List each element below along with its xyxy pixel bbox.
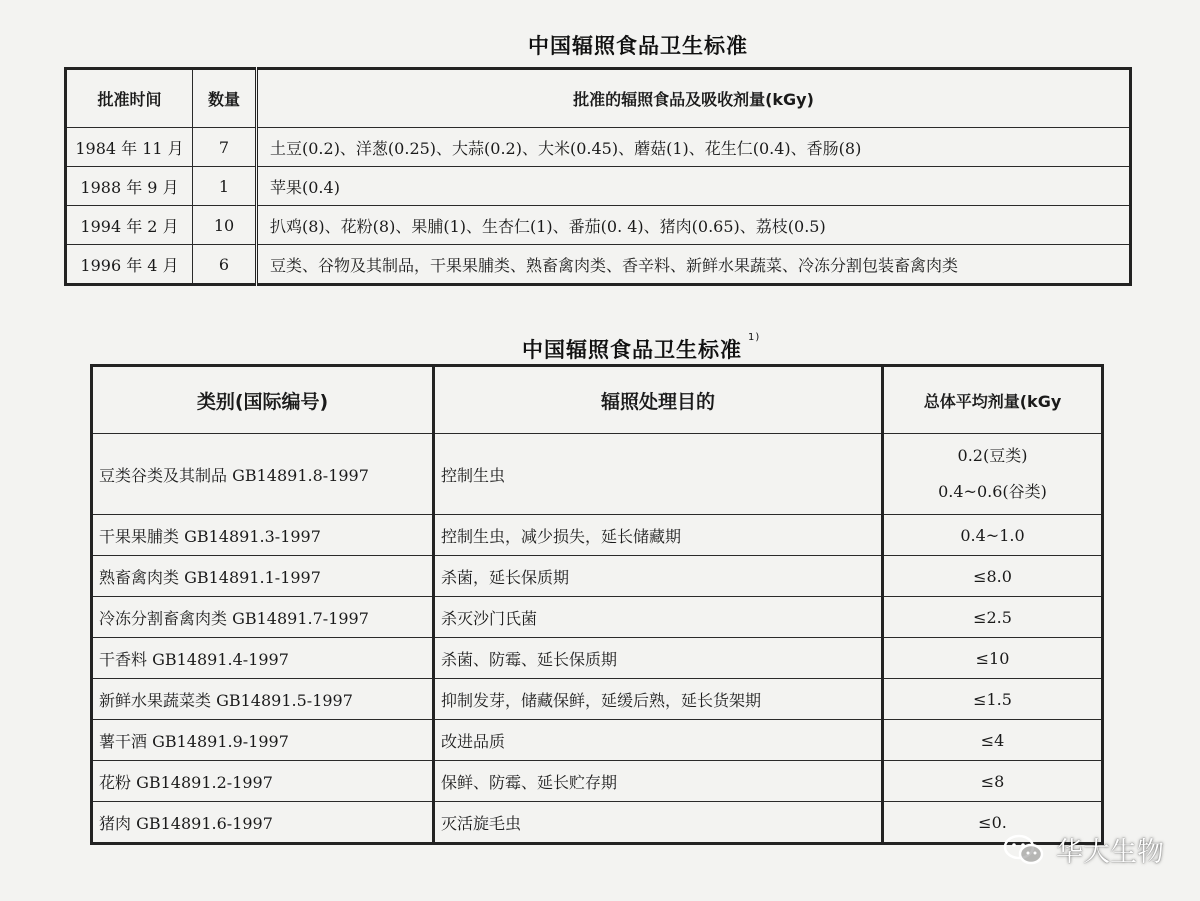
cell-category: 新鲜水果蔬菜类 GB14891.5-1997 [92,679,434,720]
table2-title [522,334,760,364]
cell-purpose: 杀菌，延长保质期 [434,556,883,597]
cell-dose [883,434,1103,515]
cell-date: 1994 年 2 月 [66,206,193,245]
cell-dose: ≤8.0 [883,556,1103,597]
header-category: 类别(国际编号) [92,366,434,434]
table-row [92,597,1103,638]
table-row [66,167,1131,206]
cell-category: 熟畜禽肉类 GB14891.1-1997 [92,556,434,597]
cell-purpose: 灭活旋毛虫 [434,802,883,844]
table-row [92,802,1103,844]
table-row [66,245,1131,285]
table-header-row [66,69,1131,128]
cell-date: 1984 年 11 月 [66,128,193,167]
cell-date: 1996 年 4 月 [66,245,193,285]
cell-purpose: 控制生虫，减少损失，延长储藏期 [434,515,883,556]
cell-purpose: 杀灭沙门氏菌 [434,597,883,638]
table-row [92,556,1103,597]
wechat-icon [1002,833,1046,867]
cell-dose: ≤10 [883,638,1103,679]
table-row [92,515,1103,556]
cell-foods: 苹果(0.4) [257,167,1131,206]
footnote-marker: 1) [748,332,761,343]
watermark-text: 华大生物 [1056,837,1164,868]
cell-category: 花粉 GB14891.2-1997 [92,761,434,802]
cell-purpose: 杀菌、防霉、延长保质期 [434,638,883,679]
table-header-row [92,366,1103,434]
header-foods-dose: 批准的辐照食品及吸收剂量(kGy) [257,69,1131,128]
cell-category: 干香料 GB14891.4-1997 [92,638,434,679]
cell-category: 薯干酒 GB14891.9-1997 [92,720,434,761]
cell-dose: ≤0. [883,802,1103,844]
cell-dose: ≤1.5 [883,679,1103,720]
cell-purpose: 保鲜、防霉、延长贮存期 [434,761,883,802]
header-count: 数量 [193,69,257,128]
table-row [92,638,1103,679]
table-row [92,720,1103,761]
table-row [92,761,1103,802]
cell-purpose: 改进品质 [434,720,883,761]
cell-category: 豆类谷类及其制品 GB14891.8-1997 [92,434,434,515]
table2-title-text: 中国辐照食品卫生标准 [522,338,742,362]
table-row [92,679,1103,720]
cell-count: 6 [193,245,257,285]
cell-count: 1 [193,167,257,206]
standards-table [90,364,1104,845]
cell-category: 猪肉 GB14891.6-1997 [92,802,434,844]
cell-dose: 0.4~1.0 [883,515,1103,556]
header-dose: 总体平均剂量(kGy [883,366,1103,434]
dose-line: 0.2(豆类) [957,446,1028,465]
cell-purpose: 控制生虫 [434,434,883,515]
cell-foods: 豆类、谷物及其制品，干果果脯类、熟畜禽肉类、香辛料、新鲜水果蔬菜、冷冻分割包装畜禽肉类 [257,245,1131,285]
table-row [66,206,1131,245]
cell-dose: ≤8 [883,761,1103,802]
table-row [66,128,1131,167]
cell-category: 干果果脯类 GB14891.3-1997 [92,515,434,556]
table1-title: 中国辐照食品卫生标准 [528,34,748,58]
cell-purpose: 抑制发芽，储藏保鲜，延缓后熟，延长货架期 [434,679,883,720]
cell-count: 10 [193,206,257,245]
header-purpose: 辐照处理目的 [434,366,883,434]
cell-foods: 土豆(0.2)、洋葱(0.25)、大蒜(0.2)、大米(0.45)、蘑菇(1)、花生仁(0.4)、香肠(8) [257,128,1131,167]
cell-dose: ≤4 [883,720,1103,761]
cell-count: 7 [193,128,257,167]
cell-category: 冷冻分割畜禽肉类 GB14891.7-1997 [92,597,434,638]
watermark [1002,830,1164,869]
cell-foods: 扒鸡(8)、花粉(8)、果脯(1)、生杏仁(1)、番茄(0. 4)、猪肉(0.65)、荔枝(0.5) [257,206,1131,245]
dose-line: 0.4~0.6(谷类) [938,482,1047,501]
cell-dose: ≤2.5 [883,597,1103,638]
cell-date: 1988 年 9 月 [66,167,193,206]
approval-table [64,67,1132,286]
header-approval-date: 批准时间 [66,69,193,128]
table-row [92,434,1103,515]
